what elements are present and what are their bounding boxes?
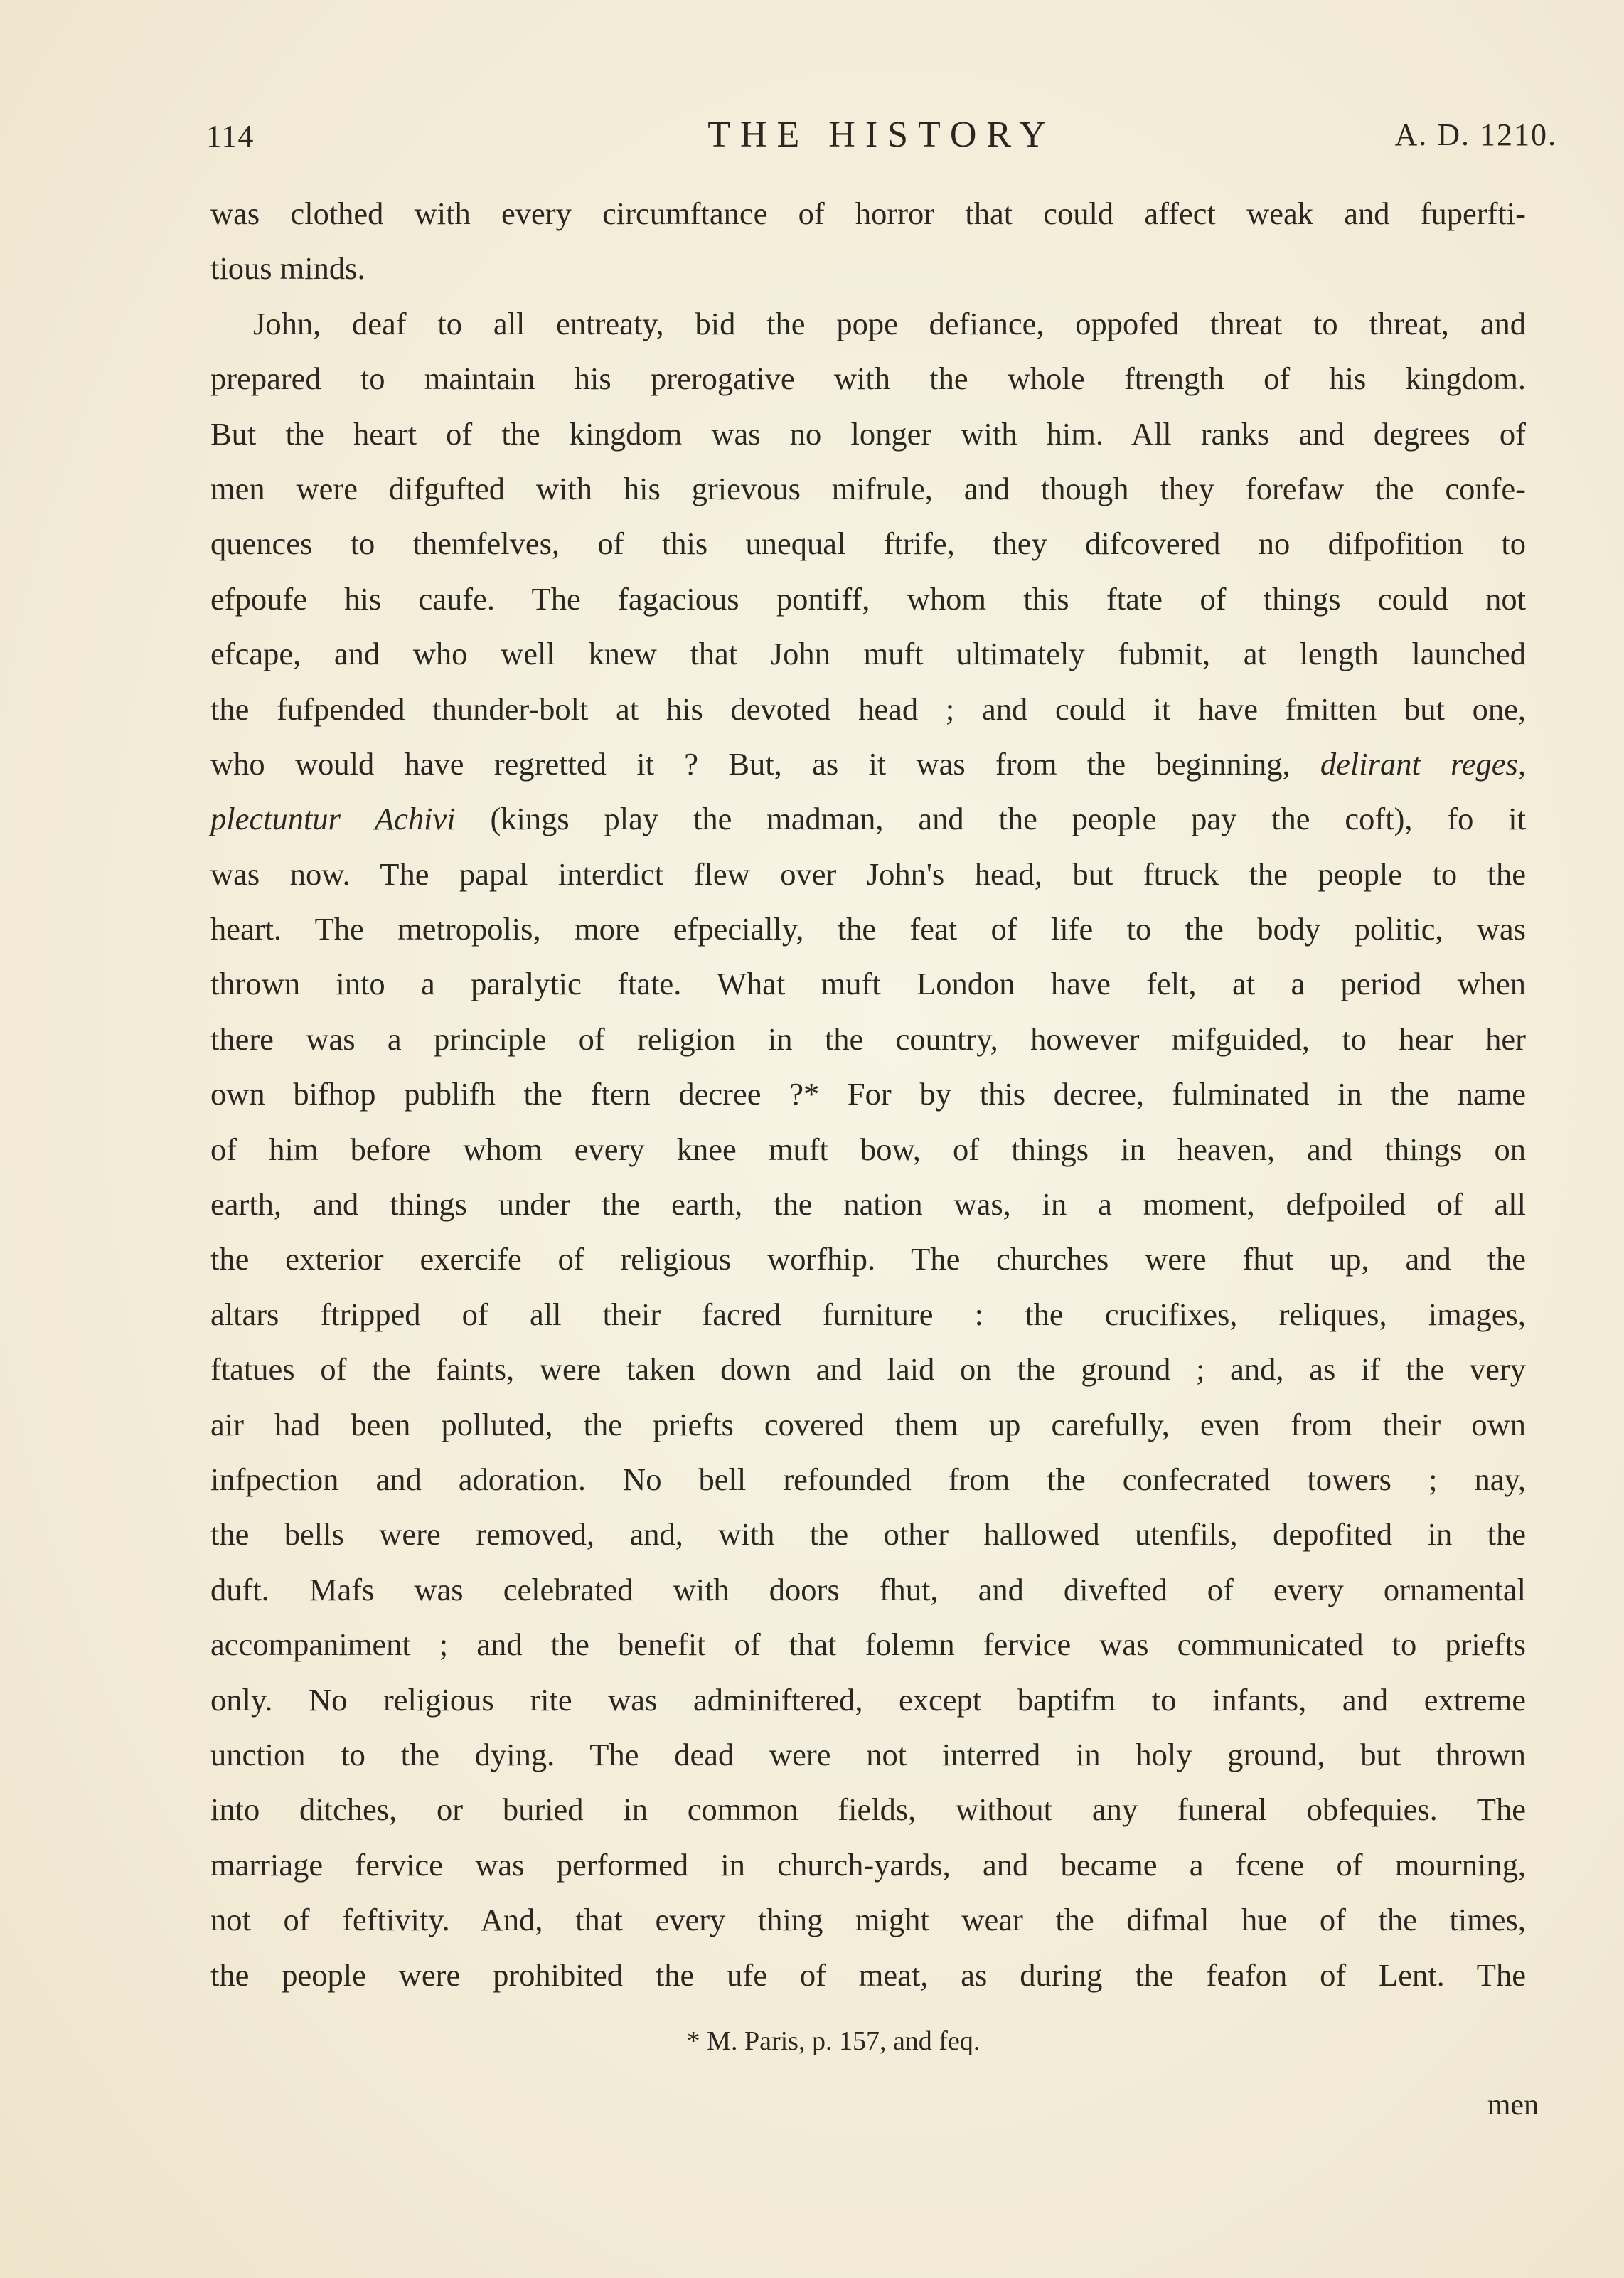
catchword: men <box>1487 2089 1539 2122</box>
latin-quotation: delirant reges, <box>1320 745 1526 782</box>
text-line: not of feftivity. And, that every thing might wear the difmal hue of the times, <box>210 1902 1526 1938</box>
text-line: tious minds. <box>210 250 365 287</box>
text-line <box>210 737 1526 792</box>
latin-quotation: plectuntur Achivi <box>210 801 456 837</box>
footnote: * M. Paris, p. 157, and feq. <box>686 2026 981 2056</box>
text-run: who would have regretted it ? But, as it was from the beginning, <box>210 745 1320 782</box>
text-line: men were difgufted with his grievous mifrule, and though they forefaw the confe- <box>210 470 1526 506</box>
text-line: there was a principle of religion in the country, however mifguided, to hear her <box>210 1021 1526 1057</box>
text-line: the exterior exercife of religious worfhip. The churches were fhut up, and the <box>210 1241 1526 1277</box>
header-date: A. D. 1210. <box>1394 117 1557 152</box>
text-line: into ditches, or buried in common fields, without any funeral obfequies. The <box>210 1792 1526 1828</box>
text-line: was now. The papal interdict flew over John's head, but ftruck the people to the <box>210 856 1526 892</box>
text-line: duft. Mafs was celebrated with doors fhut, and divefted of every ornamental <box>210 1571 1526 1607</box>
page-number: 114 <box>206 119 255 154</box>
text-line: thrown into a paralytic ftate. What muft London have felt, at a period when <box>210 966 1526 1002</box>
text-line <box>210 792 1526 846</box>
text-line: unction to the dying. The dead were not interred in holy ground, but thrown <box>210 1736 1526 1772</box>
text-line: accompaniment ; and the benefit of that folemn fervice was communicated to priefts <box>210 1627 1526 1663</box>
text-line: ftatues of the faints, were taken down and laid on the ground ; and, as if the very <box>210 1351 1526 1388</box>
text-line: efcape, and who well knew that John muft ultimately fubmit, at length launched <box>210 636 1526 672</box>
text-line: was clothed with every circumftance of horror that could affect weak and fuperfti- <box>210 196 1526 231</box>
text-line: efpoufe his caufe. The fagacious pontiff, whom this ftate of things could not <box>210 580 1526 617</box>
text-line: the fufpended thunder-bolt at his devoted head ; and could it have fmitten but one, <box>210 691 1526 727</box>
text-line: quences to themfelves, of this unequal ftrife, they difcovered no difpofition to <box>210 526 1526 562</box>
text-line: own bifhop publifh the ftern decree ?* For by this decree, fulminated in the name <box>210 1076 1526 1112</box>
text-line: prepared to maintain his prerogative with the whole ftrength of his kingdom. <box>210 361 1526 397</box>
text-line: But the heart of the kingdom was no longer with him. All ranks and degrees of <box>210 415 1526 452</box>
text-line: heart. The metropolis, more efpecially, the feat of life to the body politic, was <box>210 911 1526 947</box>
text-line: the people were prohibited the ufe of meat, as during the feafon of Lent. The <box>210 1957 1526 1993</box>
text-line: the bells were removed, and, with the other hallowed utenfils, depofited in the <box>210 1516 1526 1553</box>
text-line: of him before whom every knee muft bow, of things in heaven, and things on <box>210 1131 1526 1167</box>
body-text <box>210 186 1526 2003</box>
text-line: air had been polluted, the priefts covered them up carefully, even from their own <box>210 1406 1526 1442</box>
text-run: (kings play the madman, and the people pay the coft), fo it <box>455 801 1526 837</box>
text-line: earth, and things under the earth, the nation was, in a moment, defpoiled of all <box>210 1186 1526 1223</box>
text-line: marriage fervice was performed in church-yards, and became a fcene of mourning, <box>210 1846 1526 1883</box>
text-line: only. No religious rite was adminiftered, except baptifm to infants, and extreme <box>210 1681 1526 1718</box>
page-header <box>206 114 1557 164</box>
running-title: THE HISTORY <box>707 115 1056 155</box>
text-line: altars ftripped of all their facred furniture : the crucifixes, reliques, images, <box>210 1296 1526 1332</box>
text-line: John, deaf to all entreaty, bid the pope defiance, oppofed threat to threat, and <box>253 305 1526 341</box>
text-line: infpection and adoration. No bell refounded from the confecrated towers ; nay, <box>210 1461 1526 1497</box>
